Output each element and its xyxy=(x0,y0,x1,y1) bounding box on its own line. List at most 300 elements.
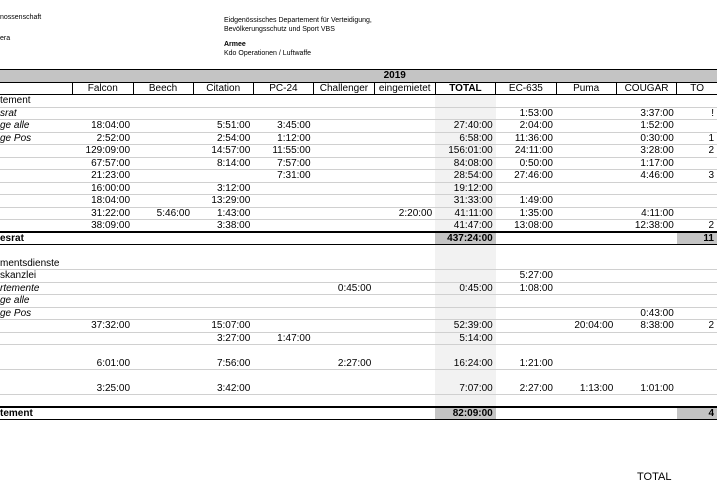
table-cell xyxy=(133,145,193,158)
table-cell xyxy=(73,395,134,408)
row-label xyxy=(0,320,73,333)
table-cell xyxy=(193,232,253,245)
table-cell: 41:47:00 xyxy=(435,220,496,233)
table-cell: 2:27:00 xyxy=(496,382,556,395)
table-cell: 129:09:00 xyxy=(73,145,134,158)
row-label xyxy=(0,357,73,370)
table-cell: 3:28:00 xyxy=(616,145,677,158)
table-cell xyxy=(677,357,717,370)
table-cell: 1:52:00 xyxy=(616,120,677,133)
table-cell xyxy=(496,320,556,333)
table-cell: 18:04:00 xyxy=(73,195,134,208)
table-row xyxy=(0,245,717,258)
table-cell xyxy=(314,320,375,333)
table-cell xyxy=(314,245,375,258)
table-cell: 41:11:00 xyxy=(435,207,496,220)
table-cell xyxy=(374,157,435,170)
sum-row xyxy=(0,232,717,245)
table-cell xyxy=(616,395,677,408)
table-cell xyxy=(193,370,253,383)
row-label: tement xyxy=(0,95,73,108)
table-cell xyxy=(435,257,496,270)
table-row xyxy=(0,382,717,395)
table-cell xyxy=(616,270,677,283)
table-row xyxy=(0,395,717,408)
table-row xyxy=(0,182,717,195)
table-cell xyxy=(374,120,435,133)
table-cell xyxy=(133,170,193,183)
table-cell xyxy=(496,345,556,358)
table-cell xyxy=(374,145,435,158)
column-header: eingemietet xyxy=(374,82,435,95)
table-cell xyxy=(253,207,313,220)
section-row xyxy=(0,95,717,108)
row-label xyxy=(0,332,73,345)
table-cell xyxy=(133,95,193,108)
row-label: rtemente xyxy=(0,282,73,295)
table-cell xyxy=(253,357,313,370)
table-cell xyxy=(253,270,313,283)
row-label: srat xyxy=(0,107,73,120)
table-cell xyxy=(496,370,556,383)
table-cell xyxy=(677,195,717,208)
table-cell: 18:04:00 xyxy=(73,120,134,133)
table-cell xyxy=(616,257,677,270)
table-cell xyxy=(435,95,496,108)
table-cell xyxy=(314,207,375,220)
table-cell xyxy=(556,357,616,370)
table-cell: 12:38:00 xyxy=(616,220,677,233)
table-cell xyxy=(677,120,717,133)
table-cell xyxy=(556,207,616,220)
column-header: Falcon xyxy=(73,82,134,95)
table-cell xyxy=(133,257,193,270)
table-cell xyxy=(374,345,435,358)
table-cell: 0:30:00 xyxy=(616,132,677,145)
table-cell xyxy=(253,195,313,208)
table-cell xyxy=(193,270,253,283)
table-cell xyxy=(314,220,375,233)
table-cell xyxy=(374,170,435,183)
table-cell xyxy=(556,145,616,158)
table-cell xyxy=(133,320,193,333)
table-cell xyxy=(193,107,253,120)
table-cell xyxy=(133,157,193,170)
table-cell xyxy=(314,270,375,283)
table-cell: 37:32:00 xyxy=(73,320,134,333)
table-cell xyxy=(374,370,435,383)
row-label xyxy=(0,157,73,170)
table-cell xyxy=(616,245,677,258)
table-cell: 1:13:00 xyxy=(556,382,616,395)
row-label xyxy=(0,220,73,233)
section-row xyxy=(0,257,717,270)
table-cell xyxy=(133,382,193,395)
table-cell xyxy=(677,382,717,395)
year-label-spacer xyxy=(0,70,73,83)
table-cell: 21:23:00 xyxy=(73,170,134,183)
table-cell xyxy=(73,407,134,420)
table-cell xyxy=(253,257,313,270)
table-cell xyxy=(374,382,435,395)
table-cell xyxy=(556,170,616,183)
table-cell xyxy=(133,370,193,383)
table-cell: 27:40:00 xyxy=(435,120,496,133)
table-cell xyxy=(253,182,313,195)
table-cell xyxy=(314,295,375,308)
table-cell: 3:27:00 xyxy=(193,332,253,345)
table-cell: 7:07:00 xyxy=(435,382,496,395)
table-cell xyxy=(193,345,253,358)
table-cell xyxy=(374,307,435,320)
table-cell: 6:58:00 xyxy=(435,132,496,145)
row-label: esrat xyxy=(0,232,73,245)
table-cell xyxy=(314,195,375,208)
table-cell: ! xyxy=(677,107,717,120)
table-cell xyxy=(253,382,313,395)
table-cell xyxy=(73,332,134,345)
table-cell xyxy=(374,232,435,245)
table-cell xyxy=(556,407,616,420)
table-row xyxy=(0,332,717,345)
table-cell: 27:46:00 xyxy=(496,170,556,183)
row-label xyxy=(0,195,73,208)
table-cell xyxy=(193,307,253,320)
table-cell: 1:17:00 xyxy=(616,157,677,170)
table-cell: 67:57:00 xyxy=(73,157,134,170)
table-cell xyxy=(496,257,556,270)
row-label xyxy=(0,145,73,158)
table-cell xyxy=(496,182,556,195)
table-cell: 7:57:00 xyxy=(253,157,313,170)
table-cell: 5:14:00 xyxy=(435,332,496,345)
table-cell xyxy=(253,370,313,383)
department-line-1: Eidgenössisches Departement für Verteidigung, xyxy=(224,17,372,24)
table-cell xyxy=(677,395,717,408)
table-cell xyxy=(435,107,496,120)
table-row xyxy=(0,295,717,308)
table-cell: 11:55:00 xyxy=(253,145,313,158)
table-cell xyxy=(616,232,677,245)
table-cell xyxy=(374,270,435,283)
column-header: TOTAL xyxy=(435,82,496,95)
table-cell xyxy=(435,295,496,308)
table-cell xyxy=(556,220,616,233)
department-subunit: Kdo Operationen / Luftwaffe xyxy=(224,50,312,57)
table-cell xyxy=(556,245,616,258)
table-row xyxy=(0,132,717,145)
table-cell xyxy=(253,295,313,308)
table-cell xyxy=(556,95,616,108)
table-cell xyxy=(677,182,717,195)
table-cell xyxy=(677,345,717,358)
table-cell xyxy=(73,270,134,283)
table-cell: 0:50:00 xyxy=(496,157,556,170)
table-cell: 16:24:00 xyxy=(435,357,496,370)
table-cell xyxy=(556,395,616,408)
table-cell xyxy=(556,295,616,308)
table-cell: 2:20:00 xyxy=(374,207,435,220)
table-cell xyxy=(616,407,677,420)
table-cell xyxy=(253,107,313,120)
org-name-fragment-2: era xyxy=(0,35,11,42)
table-cell xyxy=(496,395,556,408)
table-cell xyxy=(253,245,313,258)
table-cell: 31:33:00 xyxy=(435,195,496,208)
table-row xyxy=(0,270,717,283)
table-cell xyxy=(616,332,677,345)
table-cell xyxy=(556,270,616,283)
department-line-2: Bevölkerungsschutz und Sport VBS xyxy=(224,26,335,33)
table-cell xyxy=(314,107,375,120)
table-cell xyxy=(314,345,375,358)
table-cell: 2:27:00 xyxy=(314,357,375,370)
table-cell xyxy=(314,145,375,158)
table-cell: 8:38:00 xyxy=(616,320,677,333)
table-cell xyxy=(193,170,253,183)
table-row xyxy=(0,120,717,133)
table-cell xyxy=(374,220,435,233)
table-cell xyxy=(677,270,717,283)
table-cell: 8:14:00 xyxy=(193,157,253,170)
table-cell: 0:45:00 xyxy=(314,282,375,295)
table-cell: 1:12:00 xyxy=(253,132,313,145)
table-cell: 31:22:00 xyxy=(73,207,134,220)
year-header: 2019 xyxy=(73,70,717,83)
table-cell xyxy=(133,332,193,345)
table-row xyxy=(0,207,717,220)
table-cell xyxy=(374,107,435,120)
table-cell xyxy=(133,107,193,120)
column-header: EC-635 xyxy=(496,82,556,95)
table-cell: 3:42:00 xyxy=(193,382,253,395)
table-cell xyxy=(73,107,134,120)
table-cell xyxy=(616,195,677,208)
table-cell xyxy=(556,157,616,170)
table-cell: 24:11:00 xyxy=(496,145,556,158)
table-row xyxy=(0,107,717,120)
table-cell xyxy=(253,320,313,333)
table-cell: 19:12:00 xyxy=(435,182,496,195)
table-cell: 11:36:00 xyxy=(496,132,556,145)
table-cell: 82:09:00 xyxy=(435,407,496,420)
table-cell xyxy=(374,95,435,108)
table-cell xyxy=(616,370,677,383)
row-label: tement xyxy=(0,407,73,420)
table-cell: 3:37:00 xyxy=(616,107,677,120)
table-cell xyxy=(314,170,375,183)
table-cell xyxy=(435,270,496,283)
table-cell: 15:07:00 xyxy=(193,320,253,333)
table-cell xyxy=(133,245,193,258)
table-cell xyxy=(314,120,375,133)
table-cell xyxy=(73,282,134,295)
table-cell: 5:51:00 xyxy=(193,120,253,133)
table-cell: 13:29:00 xyxy=(193,195,253,208)
table-cell xyxy=(314,395,375,408)
table-cell xyxy=(73,370,134,383)
table-cell xyxy=(193,95,253,108)
column-header: TO xyxy=(677,82,717,95)
table-cell xyxy=(677,245,717,258)
table-cell xyxy=(496,407,556,420)
row-label: ge Pos xyxy=(0,307,73,320)
table-cell xyxy=(133,195,193,208)
row-label: ge Pos xyxy=(0,132,73,145)
table-cell xyxy=(616,357,677,370)
table-cell xyxy=(556,370,616,383)
table-cell xyxy=(556,195,616,208)
column-header: PC-24 xyxy=(253,82,313,95)
row-label: ge alle xyxy=(0,295,73,308)
footer-total-label: TOTAL xyxy=(637,471,672,483)
table-cell xyxy=(133,220,193,233)
table-cell xyxy=(314,382,375,395)
table-cell: 2 xyxy=(677,145,717,158)
table-cell xyxy=(616,295,677,308)
table-cell xyxy=(314,95,375,108)
column-header-spacer xyxy=(0,82,73,95)
table-cell: 4:46:00 xyxy=(616,170,677,183)
table-cell xyxy=(556,257,616,270)
table-cell xyxy=(556,107,616,120)
table-cell xyxy=(374,295,435,308)
table-cell: 20:04:00 xyxy=(556,320,616,333)
table-cell xyxy=(133,345,193,358)
table-cell xyxy=(133,395,193,408)
table-cell xyxy=(73,245,134,258)
sum-row xyxy=(0,407,717,420)
table-cell xyxy=(435,370,496,383)
table-cell xyxy=(253,282,313,295)
table-cell: 4:11:00 xyxy=(616,207,677,220)
table-cell: 7:31:00 xyxy=(253,170,313,183)
table-row xyxy=(0,345,717,358)
table-row xyxy=(0,320,717,333)
table-cell xyxy=(253,307,313,320)
table-cell: 14:57:00 xyxy=(193,145,253,158)
table-cell xyxy=(677,370,717,383)
table-cell xyxy=(253,345,313,358)
table-cell xyxy=(133,407,193,420)
table-cell: 1:21:00 xyxy=(496,357,556,370)
table-cell xyxy=(133,120,193,133)
table-cell: 2 xyxy=(677,320,717,333)
table-cell xyxy=(616,282,677,295)
table-cell xyxy=(435,345,496,358)
table-row xyxy=(0,370,717,383)
row-label: ge alle xyxy=(0,120,73,133)
row-label xyxy=(0,182,73,195)
table-cell xyxy=(73,232,134,245)
table-cell: 2:54:00 xyxy=(193,132,253,145)
table-cell xyxy=(253,395,313,408)
table-cell xyxy=(556,232,616,245)
table-cell xyxy=(133,232,193,245)
table-cell xyxy=(374,257,435,270)
table-cell xyxy=(73,295,134,308)
table-cell xyxy=(556,282,616,295)
column-header: Challenger xyxy=(314,82,375,95)
table-cell xyxy=(73,307,134,320)
table-cell xyxy=(314,257,375,270)
table-cell xyxy=(677,307,717,320)
table-row xyxy=(0,170,717,183)
table-cell xyxy=(314,370,375,383)
table-row xyxy=(0,157,717,170)
table-row xyxy=(0,220,717,233)
org-name-fragment: nossenschaft xyxy=(0,14,42,21)
table-cell: 3 xyxy=(677,170,717,183)
column-header: Beech xyxy=(133,82,193,95)
table-cell xyxy=(556,345,616,358)
table-cell xyxy=(374,282,435,295)
table-cell: 0:43:00 xyxy=(616,307,677,320)
table-cell xyxy=(556,332,616,345)
table-cell: 1:35:00 xyxy=(496,207,556,220)
table-cell: 1 xyxy=(677,132,717,145)
table-cell xyxy=(133,357,193,370)
table-cell xyxy=(496,245,556,258)
table-cell: 16:00:00 xyxy=(73,182,134,195)
table-cell: 3:25:00 xyxy=(73,382,134,395)
table-cell xyxy=(616,182,677,195)
table-cell: 1:01:00 xyxy=(616,382,677,395)
table-cell: 2:04:00 xyxy=(496,120,556,133)
table-cell xyxy=(374,395,435,408)
department-header xyxy=(224,16,372,58)
table-cell xyxy=(133,307,193,320)
table-cell xyxy=(314,232,375,245)
table-cell: 7:56:00 xyxy=(193,357,253,370)
table-cell xyxy=(193,282,253,295)
table-cell xyxy=(314,157,375,170)
table-cell xyxy=(556,307,616,320)
table-cell xyxy=(314,332,375,345)
table-cell xyxy=(133,132,193,145)
table-cell xyxy=(193,245,253,258)
table-cell: 0:45:00 xyxy=(435,282,496,295)
table-cell xyxy=(677,282,717,295)
table-cell: 1:53:00 xyxy=(496,107,556,120)
column-header: Puma xyxy=(556,82,616,95)
table-cell: 1:08:00 xyxy=(496,282,556,295)
table-cell xyxy=(374,132,435,145)
table-cell xyxy=(496,95,556,108)
table-cell xyxy=(677,157,717,170)
table-cell xyxy=(133,295,193,308)
row-label: skanzlei xyxy=(0,270,73,283)
flight-hours-table xyxy=(0,69,717,420)
table-row xyxy=(0,307,717,320)
row-label xyxy=(0,170,73,183)
row-label xyxy=(0,245,73,258)
table-cell xyxy=(193,407,253,420)
table-cell xyxy=(435,245,496,258)
table-cell xyxy=(253,95,313,108)
table-cell: 2:52:00 xyxy=(73,132,134,145)
table-cell xyxy=(133,182,193,195)
table-cell: 2 xyxy=(677,220,717,233)
department-unit: Armee xyxy=(224,41,246,48)
table-cell: 156:01:00 xyxy=(435,145,496,158)
table-cell xyxy=(496,307,556,320)
table-cell xyxy=(314,132,375,145)
table-cell: 52:39:00 xyxy=(435,320,496,333)
table-cell: 4 xyxy=(677,407,717,420)
table-cell: 38:09:00 xyxy=(73,220,134,233)
table-cell xyxy=(374,182,435,195)
